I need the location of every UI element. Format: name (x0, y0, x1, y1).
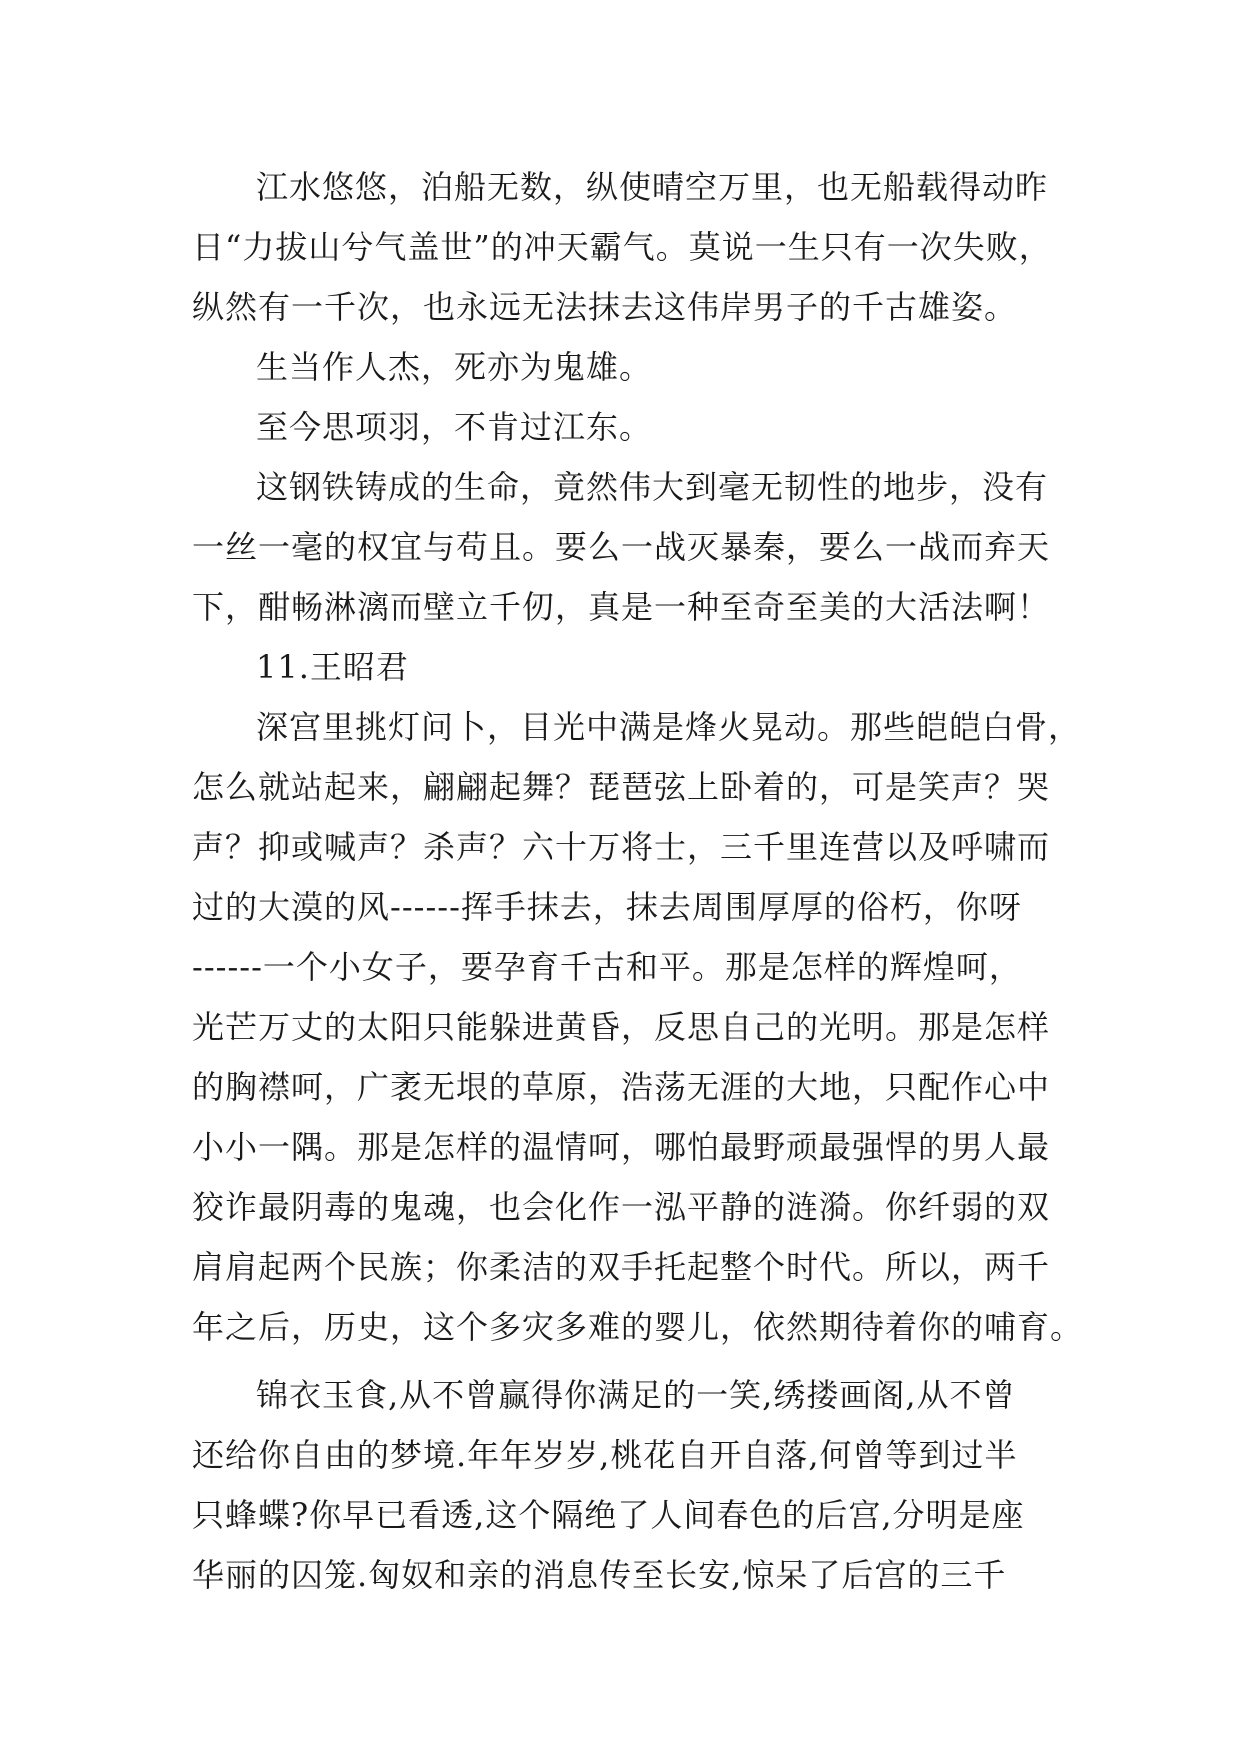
paragraph-line: 声？抑或喊声？杀声？六十万将士，三千里连营以及呼啸而 (192, 828, 1051, 866)
paragraph-line: 肩肩起两个民族；你柔洁的双手托起整个时代。所以，两千 (192, 1248, 1051, 1286)
paragraph-line: 江水悠悠，泊船无数，纵使晴空万里，也无船载得动昨 (256, 168, 1049, 206)
paragraph-line: 的胸襟呵，广袤无垠的草原，浩荡无涯的大地，只配作心中 (192, 1068, 1051, 1106)
paragraph-line: 纵然有一千次，也永远无法抹去这伟岸男子的千古雄姿。 (192, 288, 1018, 326)
paragraph-line: 日“力拔山兮气盖世”的冲天霸气。莫说一生只有一次失败， (192, 228, 1052, 266)
paragraph-line: 只蜂蝶?你早已看透,这个隔绝了人间春色的后宫,分明是座 (192, 1496, 1025, 1534)
verse-line: 生当作人杰，死亦为鬼雄。 (256, 348, 653, 386)
body-text (192, 157, 1084, 1605)
paragraph-line: 深宫里挑灯问卜，目光中满是烽火晃动。那些皑皑白骨， (256, 708, 1082, 746)
paragraph-line: 光芒万丈的太阳只能躲进黄昏，反思自己的光明。那是怎样 (192, 1008, 1051, 1046)
paragraph-line: 过的大漠的风------挥手抹去，抹去周围厚厚的俗朽，你呀 (192, 888, 1022, 926)
paragraph-line: 年之后，历史，这个多灾多难的婴儿，依然期待着你的哺育。 (192, 1308, 1084, 1346)
paragraph-line: 这钢铁铸成的生命，竟然伟大到毫无韧性的地步，没有 (256, 468, 1049, 506)
paragraph-line: 怎么就站起来，翩翩起舞？琵琶弦上卧着的，可是笑声？哭 (192, 768, 1051, 806)
verse-line: 至今思项羽，不肯过江东。 (256, 408, 653, 446)
paragraph-line: 还给你自由的梦境.年年岁岁,桃花自开自落,何曾等到过半 (192, 1436, 1018, 1474)
paragraph-line: 下，酣畅淋漓而壁立千仞，真是一种至奇至美的大活法啊！ (192, 588, 1051, 626)
paragraph-line: 锦衣玉食,从不曾赢得你满足的一笑,绣搂画阁,从不曾 (256, 1376, 1016, 1414)
paragraph-line: 狡诈最阴毒的鬼魂，也会化作一泓平静的涟漪。你纤弱的双 (192, 1188, 1051, 1226)
paragraph-line: 一丝一毫的权宜与苟且。要么一战灭暴秦，要么一战而弃天 (192, 528, 1051, 566)
paragraph-line: 小小一隅。那是怎样的温情呵，哪怕最野顽最强悍的男人最 (192, 1128, 1051, 1166)
paragraph-line: 华丽的囚笼.匈奴和亲的消息传至长安,惊呆了后宫的三千 (192, 1556, 1007, 1594)
paragraph-line: ------一个小女子，要孕育千古和平。那是怎样的辉煌呵， (192, 948, 1022, 986)
section-heading: 11.王昭君 (256, 648, 409, 686)
